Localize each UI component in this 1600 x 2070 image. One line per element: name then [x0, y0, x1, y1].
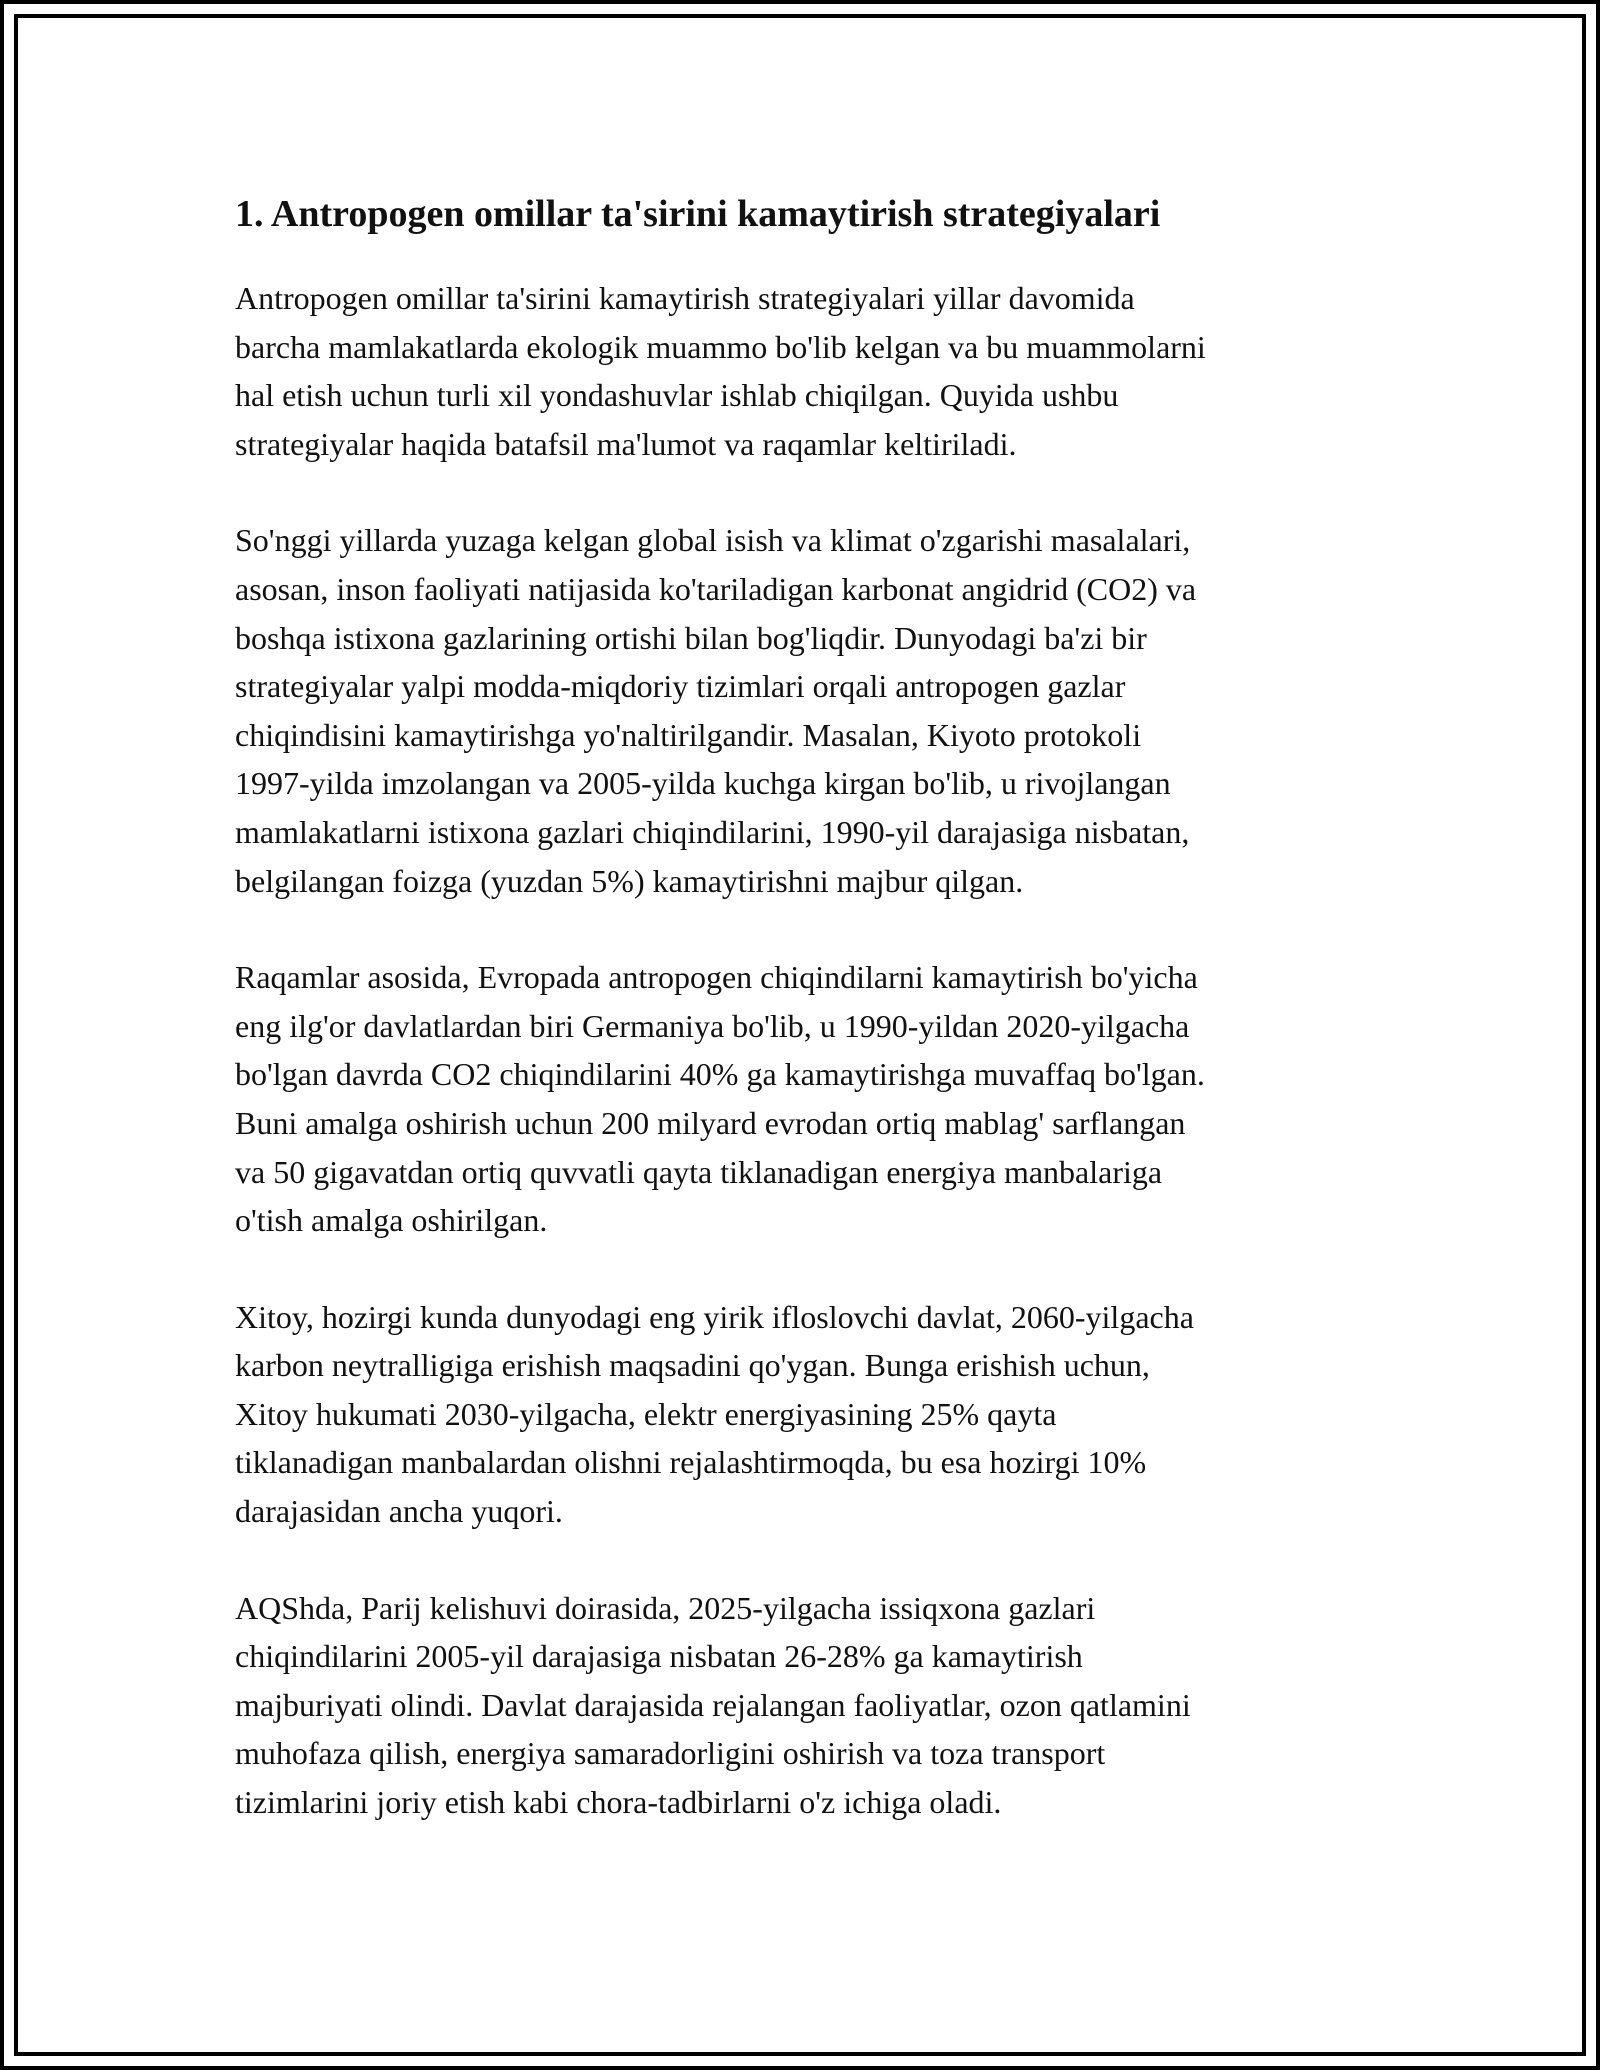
paragraph-germany: Raqamlar asosida, Evropada antropogen chiqindilarni kamaytirish bo'yicha eng ilg'or davlatlardan biri Germaniya bo'lib, u 1990-yildan 2020-yilgacha bo'lgan davrda CO2 chiqindilarini 40% ga kamaytirishga muvaffaq bo'lgan. Buni amalga oshirish uchun 200 milyard evrodan ortiq mablag' sarflangan va 50 gigavatdan ortiq quvvatli qayta tiklanadigan energiya manbalariga o'tish amalga oshirilgan. — [235, 959, 1205, 1239]
paragraph-intro: Antropogen omillar ta'sirini kamaytirish strategiyalari yillar davomida barcha mamlakatlarda ekologik muammo bo'lib kelgan va bu muammolarni hal etish uchun turli xil yondashuvlar ishlab chiqilgan. Quyida ushbu strategiyalar haqida batafsil ma'lumot va raqamlar keltiriladi. — [235, 280, 1206, 462]
section-heading: 1. Antropogen omillar ta'sirini kamaytirish strategiyalari — [235, 193, 1161, 235]
paragraph-usa: AQShda, Parij kelishuvi doirasida, 2025-yilgacha issiqxona gazlari chiqindilarini 2005-yil darajasiga nisbatan 26-28% ga kamaytirish majburiyati olindi. Davlat darajasida rejalangan faoliyatlar, ozon qatlamini muhofaza qilish, energiya samaradorligini oshirish va toza transport tizimlarini joriy etish kabi chora-tadbirlarni o'z ichiga oladi. — [235, 1589, 1191, 1821]
paragraph-global-warming: So'nggi yillarda yuzaga kelgan global isish va klimat o'zgarishi masalalari, asosan, inson faoliyati natijasida ko'tariladigan karbonat angidrid (CO2) va boshqa istixona gazlarining ortishi bilan bog'liqdir. Dunyodagi ba'zi bir strategiyalar yalpi modda-miqdoriy tizimlari orqali antropogen gazlar chiqindisini kamaytirishga yo'naltirilgandir. Masalan, Kiyoto protokoli 1997-yilda imzolangan va 2005-yilda kuchga kirgan bo'lib, u rivojlangan mamlakatlarni istixona gazlari chiqindilarini, 1990-yil darajasiga nisbatan, belgilangan foizga (yuzdan 5%) kamaytirishni majbur qilgan. — [235, 522, 1197, 899]
document-body — [235, 188, 1375, 1875]
paragraph-china: Xitoy, hozirgi kunda dunyodagi eng yirik ifloslovchi davlat, 2060-yilgacha karbon neytralligiga erishish maqsadini qo'ygan. Bunga erishish uchun, Xitoy hukumati 2030-yilgacha, elektr energiyasining 25% qayta tiklanadigan manbalardan olishni rejalashtirmoqda, bu esa hozirgi 10% darajasidan ancha yuqori. — [235, 1298, 1194, 1530]
